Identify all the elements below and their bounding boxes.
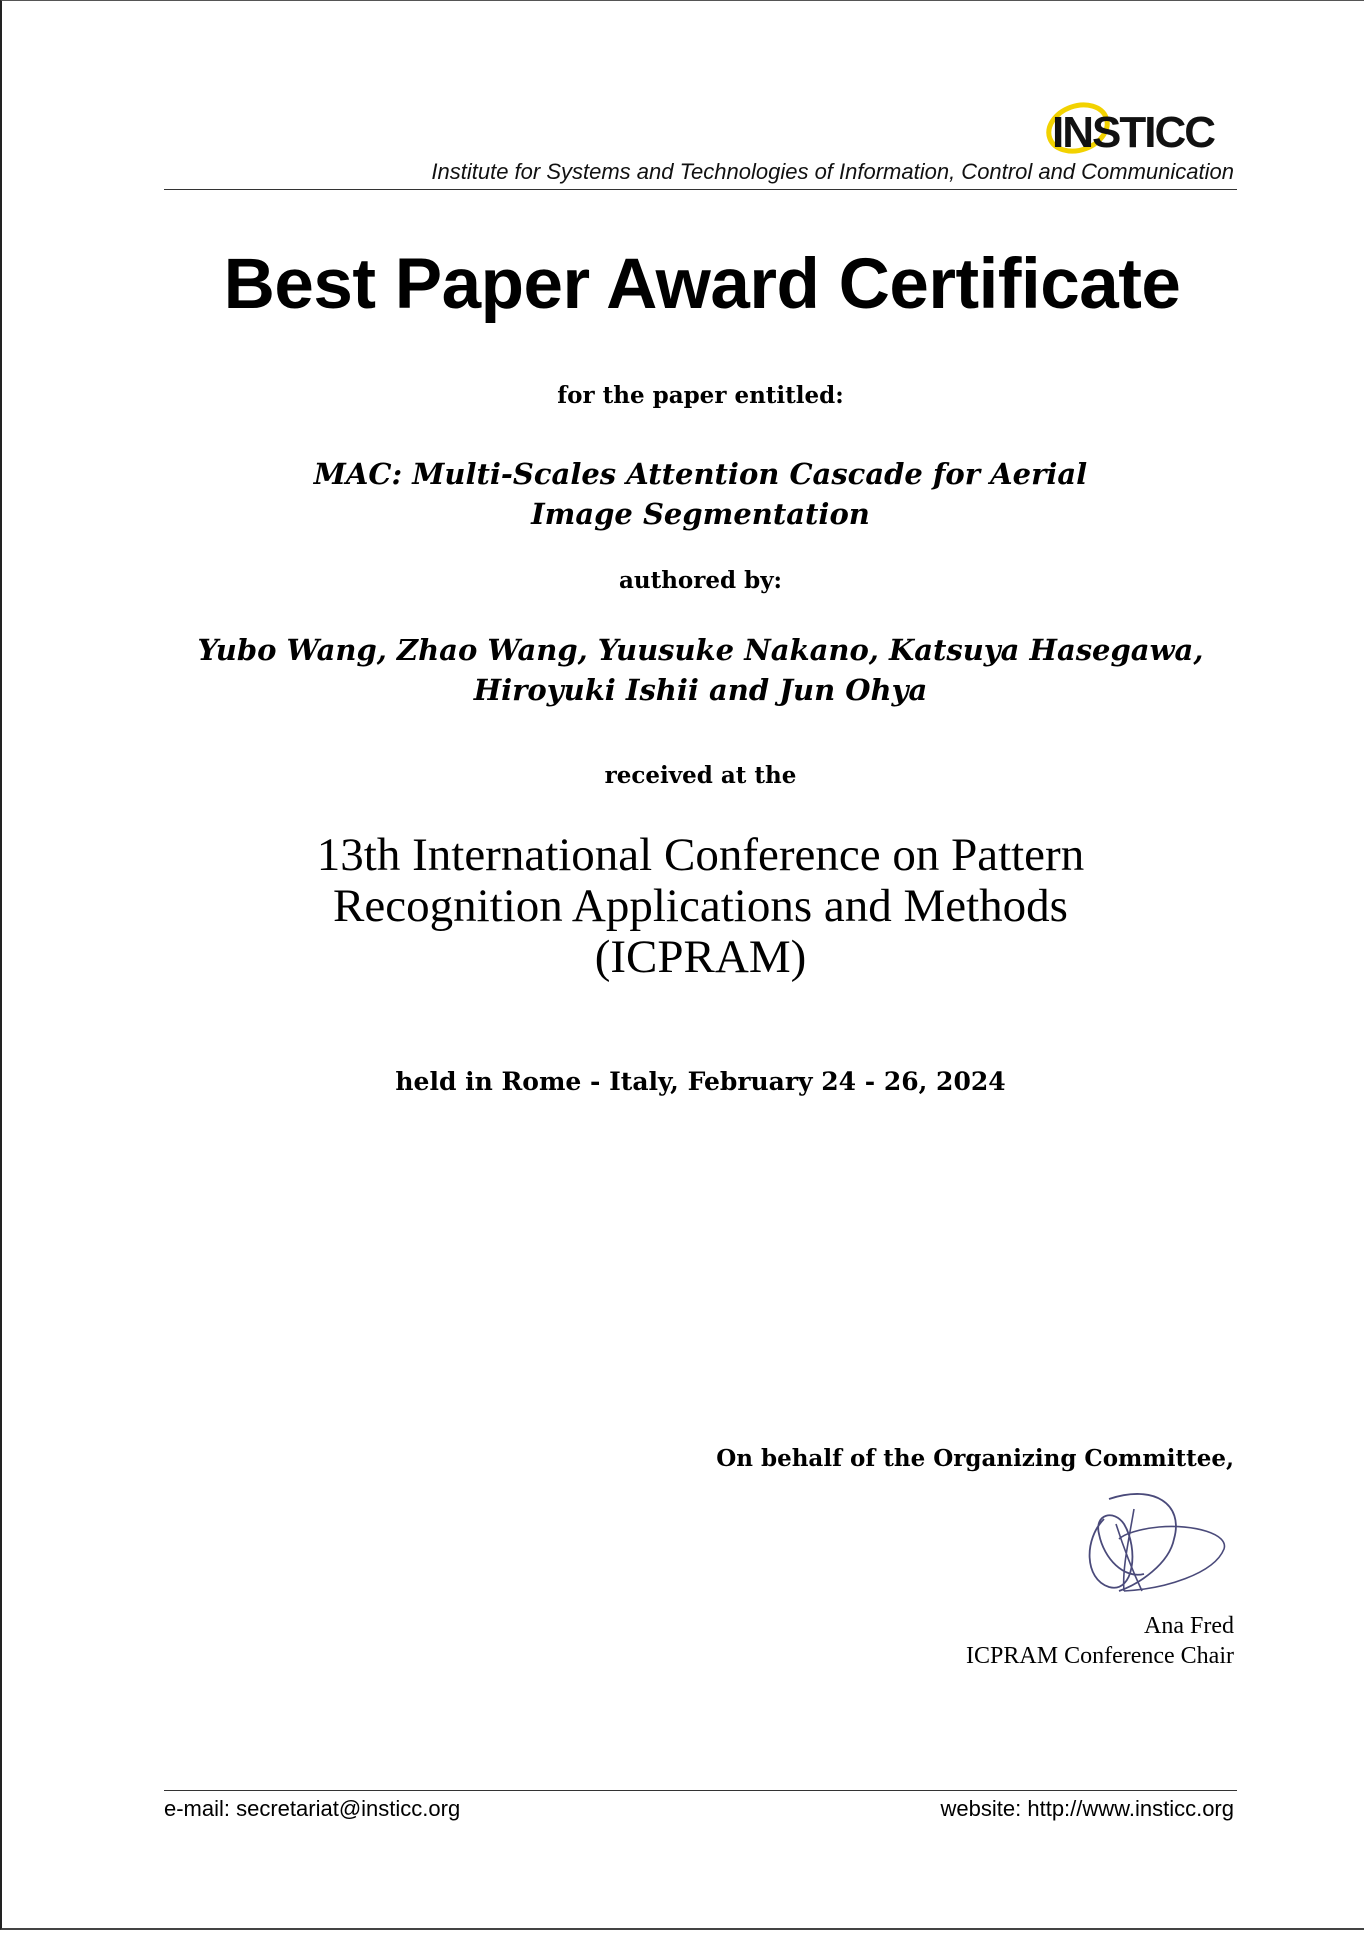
svg-text:INSTICC: INSTICC [1052,108,1214,157]
signatory-role: ICPRAM Conference Chair [966,1643,1234,1669]
paper-title [164,454,1237,534]
paper-title-line-1: MAC: Multi-Scales Attention Cascade for Aerial [313,457,1088,491]
header-divider [164,189,1237,190]
footer-divider [164,1790,1237,1791]
institute-tagline: Institute for Systems and Technologies of Information, Control and Communication [431,159,1234,184]
authors-line-2: Hiroyuki Ishii and Jun Ohya [473,673,928,707]
conference-name [164,830,1237,983]
footer-website: website: http://www.insticc.org [940,1796,1234,1821]
authors-intro: authored by: [618,567,783,594]
signatory [966,1611,1234,1671]
paper-intro: for the paper entitled: [557,382,844,409]
on-behalf-text: On behalf of the Organizing Committee, [716,1445,1234,1472]
signature-image [1064,1479,1234,1604]
authors [164,630,1237,710]
event-location-date: held in Rome - Italy, February 24 - 26, 2024 [395,1067,1006,1096]
insticc-logo [1042,99,1242,157]
signatory-name: Ana Fred [1144,1613,1234,1639]
certificate-title: Best Paper Award Certificate [223,245,1181,324]
conference-line-3: (ICPRAM) [594,931,807,983]
conference-line-2: Recognition Applications and Methods [333,880,1068,932]
paper-title-line-2: Image Segmentation [531,497,870,531]
authors-line-1: Yubo Wang, Zhao Wang, Yuusuke Nakano, Katsuya Hasegawa, [197,633,1204,667]
received-intro: received at the [604,762,797,789]
conference-line-1: 13th International Conference on Pattern [316,829,1085,881]
footer-email: e-mail: secretariat@insticc.org [164,1796,461,1821]
